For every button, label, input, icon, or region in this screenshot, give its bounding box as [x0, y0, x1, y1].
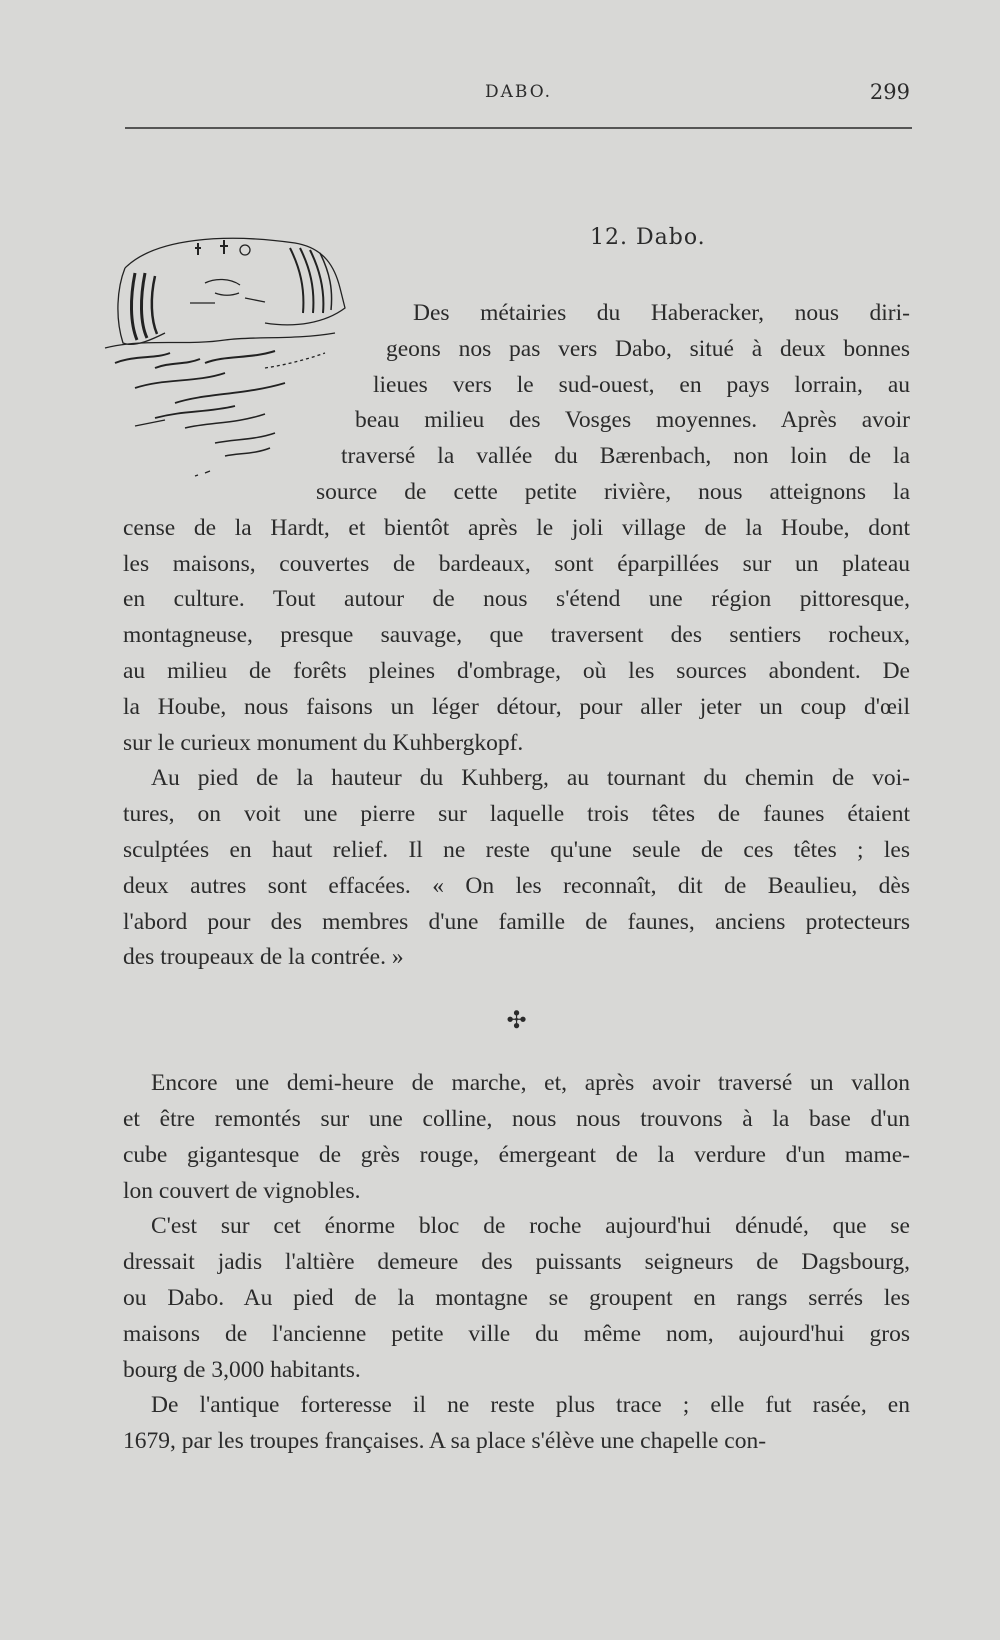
text-line: et être remontés sur une colline, nous nous trouvons à la base d'un — [123, 1105, 910, 1132]
text-line: cube gigantesque de grès rouge, émergeant de la verdure d'un mame- — [123, 1141, 910, 1168]
text-line: sculptées en haut relief. Il ne reste qu'une seule de ces têtes ; les — [123, 836, 910, 863]
text-line: lieues vers le sud-ouest, en pays lorrain, au — [373, 371, 910, 398]
fleuron-ornament-icon: ✣ — [506, 1008, 527, 1035]
text-line: sur le curieux monument du Kuhbergkopf. — [123, 729, 524, 756]
text-line: en culture. Tout autour de nous s'étend une région pittoresque, — [123, 586, 910, 613]
text-line: beau milieu des Vosges moyennes. Après avoir — [355, 407, 910, 434]
text-line: Au pied de la hauteur du Kuhberg, au tournant du chemin de voi- — [151, 765, 910, 792]
paragraph-5 — [123, 1388, 910, 1460]
text-line: 1679, par les troupes françaises. A sa place s'élève une chapelle con- — [123, 1428, 767, 1455]
page-number: 299 — [869, 80, 910, 104]
text-line: tures, on voit une pierre sur laquelle trois têtes de faunes étaient — [123, 801, 910, 828]
text-line: cense de la Hardt, et bientôt après le joli village de la Hoube, dont — [123, 514, 910, 541]
text-line: geons nos pas vers Dabo, situé à deux bonnes — [386, 335, 910, 362]
paragraph-3 — [123, 1066, 910, 1209]
body-text — [123, 296, 910, 1460]
running-title: DABO. — [485, 82, 553, 102]
text-line: la Hoube, nous faisons un léger détour, pour aller jeter un coup d'œil — [123, 693, 910, 720]
text-line: lon couvert de vignobles. — [123, 1177, 361, 1204]
paragraph-1 — [123, 296, 910, 761]
text-line: De l'antique forteresse il ne reste plus trace ; elle fut rasée, en — [151, 1392, 910, 1419]
text-line: ou Dabo. Au pied de la montagne se groupent en rangs serrés les — [123, 1284, 910, 1311]
text-line: traversé la vallée du Bærenbach, non loin de la — [341, 443, 910, 470]
text-line: deux autres sont effacées. « On les reconnaît, dit de Beaulieu, dès — [123, 872, 910, 899]
text-line: bourg de 3,000 habitants. — [123, 1356, 361, 1383]
paragraph-2 — [123, 761, 910, 976]
section-title: 12. Dabo. — [590, 225, 706, 250]
text-line: maisons de l'ancienne petite ville du même nom, aujourd'hui gros — [123, 1320, 910, 1347]
text-line: Des métairies du Haberacker, nous diri- — [413, 300, 910, 326]
text-line: les maisons, couvertes de bardeaux, sont éparpillées sur un plateau — [123, 550, 910, 577]
text-line: au milieu de forêts pleines d'ombrage, où les sources abondent. De — [123, 657, 910, 684]
text-line: l'abord pour des membres d'une famille de faunes, anciens protecteurs — [123, 908, 910, 935]
text-line: montagneuse, presque sauvage, que traversent des sentiers rocheux, — [123, 622, 910, 649]
header-rule — [125, 127, 912, 129]
text-line: C'est sur cet énorme bloc de roche aujourd'hui dénudé, que se — [151, 1213, 910, 1240]
text-line: source de cette petite rivière, nous atteignons la — [316, 478, 910, 505]
paragraph-4 — [123, 1209, 910, 1388]
text-line: des troupeaux de la contrée. » — [123, 944, 404, 971]
running-header — [120, 80, 910, 110]
text-line: dressait jadis l'altière demeure des puissants seigneurs de Dagsbourg, — [123, 1249, 910, 1276]
text-line: Encore une demi-heure de marche, et, après avoir traversé un vallon — [151, 1070, 910, 1097]
